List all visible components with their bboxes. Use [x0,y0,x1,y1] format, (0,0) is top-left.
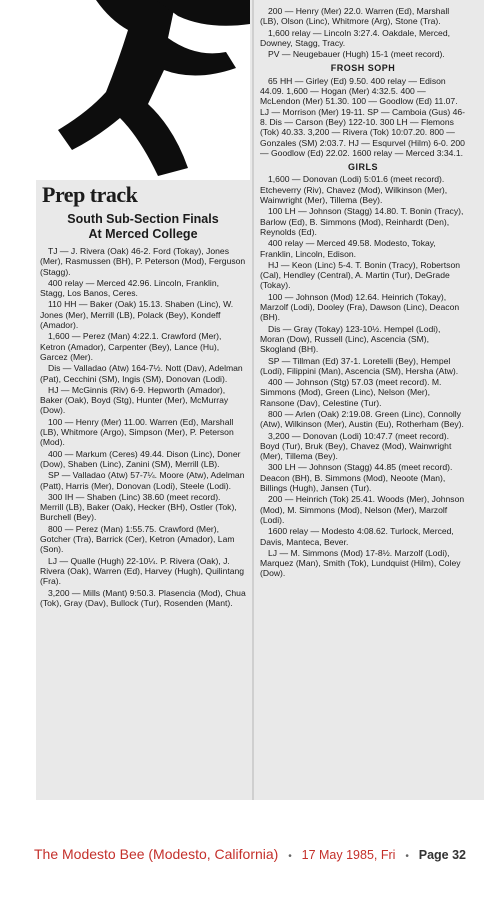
result-entry: 300 IH — Shaben (Linc) 38.60 (meet record). Merrill (LB), Baker (Oak), Hecker (BH), Ostler (Tok), Burchell (Bey). [40,491,237,523]
frosh-soph-results [260,76,466,158]
result-entry: Dis — Gray (Tokay) 123-10½. Hempel (Lodi), Moran (Dow), Russell (Linc), Ascencia (SM), Skogland (BH). [260,323,441,355]
result-entry: 1600 relay — Modesto 4:08.62. Turlock, Merced, Davis, Manteca, Bever. [260,526,454,547]
article-subhead [36,212,250,242]
result-entry: 800 — Perez (Man) 1:55.75. Crawford (Mer), Gotcher (Tra), Barrick (Cer), Ketron (Amador), Lam (Son). [40,523,235,555]
result-entry: 100 — Johnson (Mod) 12.64. Heinrich (Tokay), Marzolf (Lodi), Dooley (Fra), Dawson (Linc), Deacon (BH). [260,291,460,323]
result-entry: 3,200 — Donovan (Lodi) 10:47.7 (meet record). Boyd (Tur), Bruk (Bey), Chavez (Mod), Wainwright (Mer), Tillema (Bey). [260,430,452,462]
result-entry: 65 HH — Girley (Ed) 9.50. 400 relay — Edison 44.09. 1,600 — Hogan (Mer) 4:32.5. 400 — McLendon (Mer) 51.30. 100 — Goodlow (Ed) 11.07. LJ — Morrison (Mer) 19-11. SP — Camboia (Gus) 46-8. Dis — Carson (Bey) 122-10. 300 LH — Flemons (Tok) 40.33. 3,200 — Rivera (Tok) 10:07.20. 800 — Gonzales (SM) 2:03.7. HJ — Esqurvel (Hilm) 6-0. 200 — Goodlow (Ed) 22.02. 1600 relay — Merced 3:34.1. [260,75,466,158]
column-divider [252,0,254,800]
citation-separator: • [288,851,292,862]
runner-silhouette-icon [36,0,250,180]
result-entry: 200 — Heinrich (Tok) 25.41. Woods (Mer), Johnson (Mod), M. Simmons (Mod), Nelson (Mer), Marzolf (Lodi). [260,494,465,525]
result-entry: 3,200 — Mills (Mant) 9:50.3. Plasencia (Mod), Chua (Tok), Gray (Dav), Bullock (Tur), Rosenden (Mant). [40,587,246,608]
frosh-soph-heading: FROSH SOPH [330,63,396,74]
girls-heading: GIRLS [347,162,378,173]
citation-source[interactable]: The Modesto Bee (Modesto, California) [34,846,279,862]
result-entry: 800 — Arlen (Oak) 2:19.08. Green (Linc), Connolly (Atw), Wilkinson (Mer), Austin (Eu), Rotherham (Bey). [260,408,464,430]
result-entry: 400 relay — Merced 42.96. Lincoln, Franklin, Stagg, Los Banos, Ceres. [40,277,220,299]
result-entry: HJ — McGinnis (Riv) 6-9. Hepworth (Amador), Baker (Oak), Boyd (Stg), Hunter (Mer), McMurray (Dow). [40,384,229,416]
right-column-text [260,6,466,580]
result-entry: PV — Neugebauer (Hugh) 15-1 (meet record). [268,49,445,60]
left-column [36,0,250,800]
girls-results [260,174,466,578]
result-entry: SP — Tillman (Ed) 37-1. Loretelli (Bey), Hempel (Lodi), Filippini (Man), Ascencia (SM), Hersha (Atw). [260,355,459,376]
result-entry: 400 — Johnson (Stg) 57.03 (meet record). M. Simmons (Mod), Green (Linc), Nelson (Mer), Ransone (Dav), Celestine (Tur). [260,377,442,408]
result-entry: Dis — Valladao (Atw) 164-7½. Nott (Dav), Adelman (Pat), Cecchini (SM), Ingis (SM), Donovan (Lodi). [40,363,243,384]
result-entry: 400 — Markum (Ceres) 49.44. Dison (Linc), Doner (Dow), Shaben (Linc), Zanini (SM), Merrill (LB). [40,448,241,469]
result-entry: 100 LH — Johnson (Stagg) 14.80. T. Bonin (Tracy), Barlow (Ed), B. Simmons (Mod), Reinhardt (Den), Reynolds (Ed). [260,206,464,237]
result-entry: SP — Valladao (Atw) 57-7¼. Moore (Atw), Adelman (Patt), Harris (Mer), Donovan (Lodi), Steele (Lodi). [40,470,245,491]
citation-separator: • [405,851,409,862]
result-entry: LJ — Qualle (Hugh) 22-10¼. P. Rivera (Oak), J. Rivera (Oak), Warren (Ed), Harvey (Hugh), Quilintang (Fra). [40,555,245,587]
newspaper-clipping [36,0,484,800]
result-entry: TJ — J. Rivera (Oak) 46-2. Ford (Tokay), Jones (Mer), Rasmussen (BH), P. Peterson (Mod), Ferguson (Stagg). [40,246,246,277]
citation-date[interactable]: 17 May 1985, Fri [301,848,396,862]
result-entry: 1,600 relay — Lincoln 3:27.4. Oakdale, Merced, Downey, Stagg, Tracy. [260,27,451,48]
result-entry: 100 — Henry (Mer) 11.00. Warren (Ed), Marshall (LB), Whitmore (Argo), Simpson (Mer), P. Peterson (Mod). [40,416,234,448]
result-entry: 400 relay — Merced 49.58. Modesto, Tokay, Franklin, Lincoln, Edison. [260,238,436,259]
result-entry: 200 — Henry (Mer) 22.0. Warren (Ed), Marshall (LB), Olson (Linc), Whitmore (Arg), Stone (Tra). [260,6,450,27]
boys-results-continued [260,6,466,59]
runner-graphic [36,0,250,180]
citation-footer [0,846,500,862]
result-entry: 110 HH — Baker (Oak) 15.13. Shaben (Linc), W. Jones (Mer), Merrill (LB), Polack (Bey), Kondeff (Amador). [40,299,234,331]
result-entry: LJ — M. Simmons (Mod) 17-8½. Marzolf (Lodi), Marquez (Man), Smith (Tok), Lundquist (Hilm), Coley (Dow). [260,547,461,579]
citation-page: Page 32 [418,848,466,862]
article-headline: Prep track [42,182,138,207]
result-entry: HJ — Keon (Linc) 5-4. T. Bonin (Tracy), Robertson (Cal), Hendley (Central), A. Martin (Tur), DeGrade (Tokay). [260,259,460,291]
result-entry: 1,600 — Donovan (Lodi) 5:01.6 (meet record). Etcheverry (Riv), Chavez (Mod), Wilkinson (Mer), Wainwright (Mer), Tillema (Bey). [260,174,448,206]
subhead-line-1: South Sub-Section Finals [67,212,219,226]
result-entry: 1,600 — Perez (Man) 4:22.1. Crawford (Mer), Ketron (Amador), Carpenter (Bey), Lance (Hu), Garcez (Mer). [40,331,222,362]
result-entry: 300 LH — Johnson (Stagg) 44.85 (meet record). Deacon (BH), B. Simmons (Mod), Neoote (Man), Billings (Hugh), Jansen (Tur). [260,462,453,494]
boys-results [40,246,246,609]
subhead-line-2: At Merced College [88,227,198,241]
right-column [256,0,478,800]
